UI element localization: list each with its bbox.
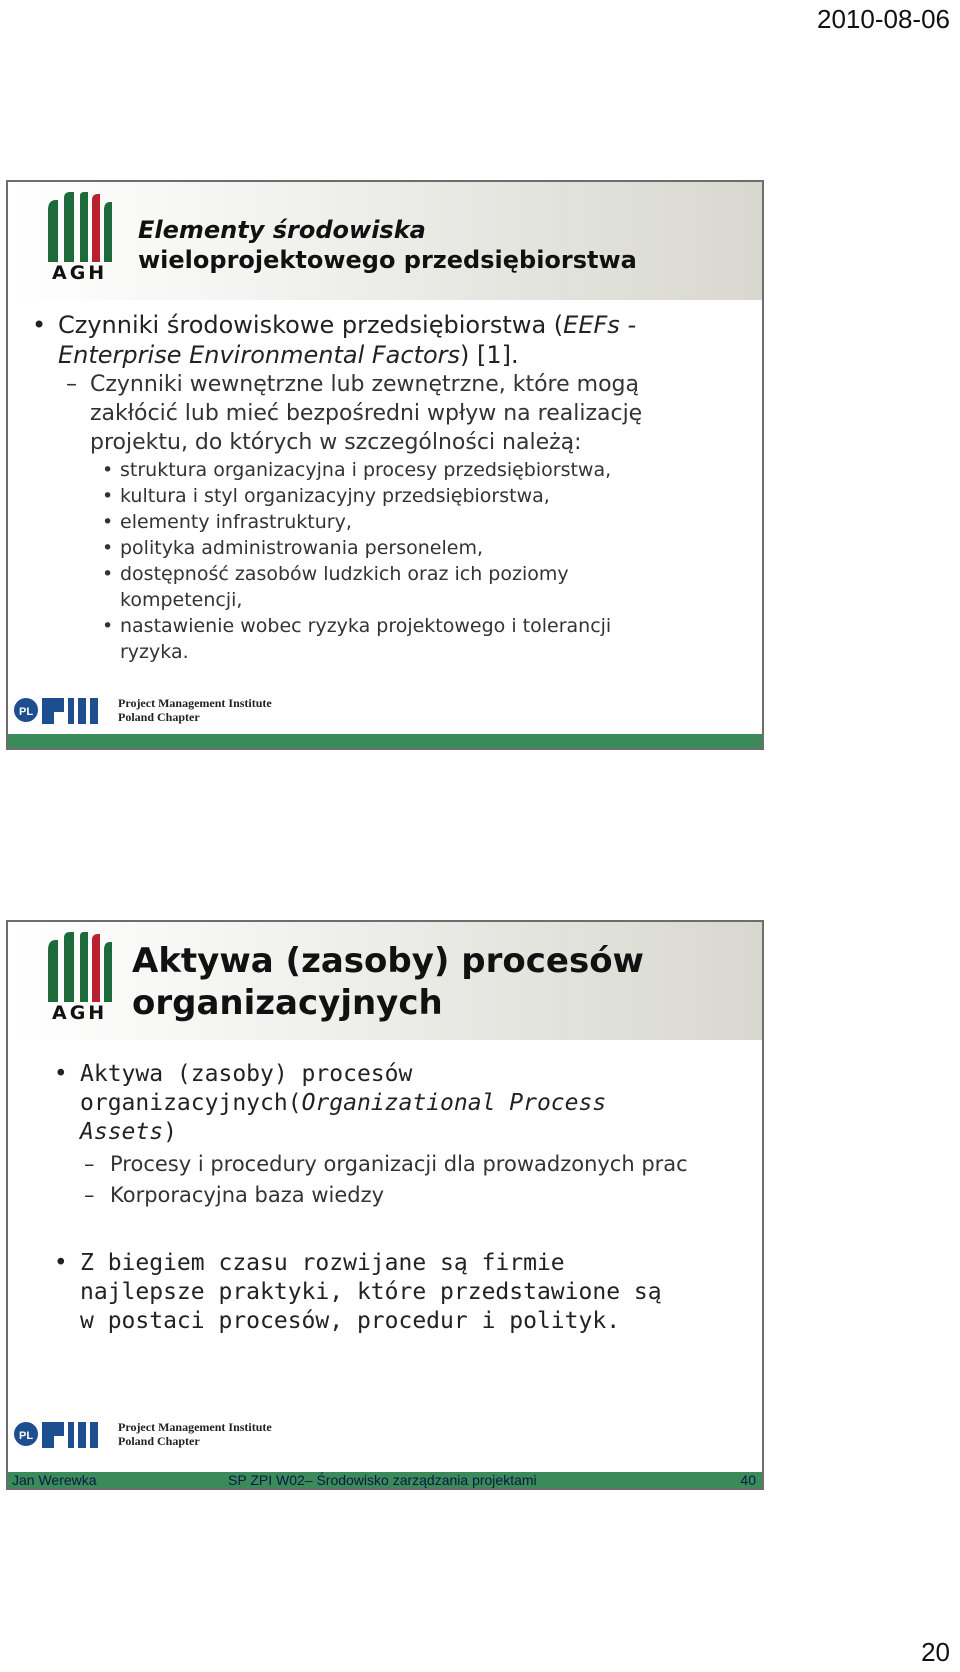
dash-icon: – bbox=[66, 372, 77, 397]
slide-footer bbox=[8, 1472, 762, 1488]
pmi-footer bbox=[8, 1418, 762, 1472]
slide-title bbox=[132, 940, 644, 1024]
pmi-text: Project Management Institute Poland Chapter bbox=[118, 1420, 272, 1448]
slide-title bbox=[138, 215, 637, 275]
slide-header bbox=[8, 182, 762, 300]
footer-course: SP ZPI W02– Środowisko zarządzania projektami bbox=[228, 1472, 537, 1488]
pmi-logo bbox=[12, 694, 112, 728]
slide-body bbox=[8, 310, 762, 665]
bullet-icon: • bbox=[102, 485, 114, 507]
list-item: • nastawienie wobec ryzyka projektowego i tolerancji ryzyka. bbox=[102, 615, 612, 663]
svg-text:PL: PL bbox=[19, 706, 34, 718]
bullet-icon: • bbox=[54, 1250, 68, 1276]
slide-body bbox=[8, 1060, 762, 1336]
bullet-item: • Czynniki środowiskowe przedsiębiorstwa (EEFs - Enterprise Environmental Factors) [1]. bbox=[32, 311, 637, 369]
list-item: • dostępność zasobów ludzkich oraz ich poziomy kompetencji, bbox=[102, 563, 569, 611]
list-item: • kultura i styl organizacyjny przedsiębiorstwa, bbox=[102, 485, 550, 507]
slide-1 bbox=[6, 180, 764, 750]
agh-logo-text: AGH bbox=[52, 1002, 108, 1024]
footer-bar bbox=[8, 734, 762, 748]
page-date: 2010-08-06 bbox=[817, 4, 950, 34]
dash-icon: – bbox=[84, 1152, 95, 1176]
slide-title-line2: organizacyjnych bbox=[132, 983, 443, 1023]
slide-2 bbox=[6, 920, 764, 1490]
sub-bullet-item: – Korporacyjna baza wiedzy bbox=[84, 1183, 385, 1207]
pmi-logo bbox=[12, 1418, 112, 1452]
list-item: • polityka administrowania personelem, bbox=[102, 537, 483, 559]
bullet-icon: • bbox=[102, 615, 114, 637]
slide-title-line1: Elementy środowiska bbox=[138, 216, 426, 244]
sub-bullet-item: – Czynniki wewnętrzne lub zewnętrzne, które mogą zakłócić lub mieć bezpośredni wpływ na realizację projektu, do których w szczególności należą: bbox=[66, 372, 643, 455]
bullet-icon: • bbox=[102, 537, 114, 559]
agh-logo-text: AGH bbox=[52, 262, 108, 284]
bullet-item: • Aktywa (zasoby) procesów organizacyjnych(Organizational Process Assets) bbox=[54, 1061, 607, 1145]
bullet-icon: • bbox=[54, 1061, 68, 1087]
list-item: • struktura organizacyjna i procesy przedsiębiorstwa, bbox=[102, 459, 612, 481]
pmi-text: Project Management Institute Poland Chapter bbox=[118, 696, 272, 724]
bullet-icon: • bbox=[102, 459, 114, 481]
dash-icon: – bbox=[84, 1183, 95, 1207]
bullet-icon: • bbox=[32, 311, 47, 339]
slide-title-line1: Aktywa (zasoby) procesów bbox=[132, 941, 644, 981]
sub-bullet-item: – Procesy i procedury organizacji dla prowadzonych prac bbox=[84, 1152, 688, 1176]
bullet-item: • Z biegiem czasu rozwijane są firmie najlepsze praktyki, które przedstawione są w postaci procesów, procedur i polityk. bbox=[54, 1250, 662, 1334]
list-item: • elementy infrastruktury, bbox=[102, 511, 352, 533]
pmi-footer bbox=[8, 694, 762, 748]
footer-slide-number: 40 bbox=[740, 1472, 756, 1488]
bullet-icon: • bbox=[102, 563, 114, 585]
slide-title-line2: wieloprojektowego przedsiębiorstwa bbox=[138, 246, 637, 274]
bullet-icon: • bbox=[102, 511, 114, 533]
page-number: 20 bbox=[921, 1637, 950, 1667]
svg-text:PL: PL bbox=[19, 1430, 34, 1442]
slide-header bbox=[8, 922, 762, 1040]
footer-author: Jan Werewka bbox=[12, 1472, 97, 1488]
